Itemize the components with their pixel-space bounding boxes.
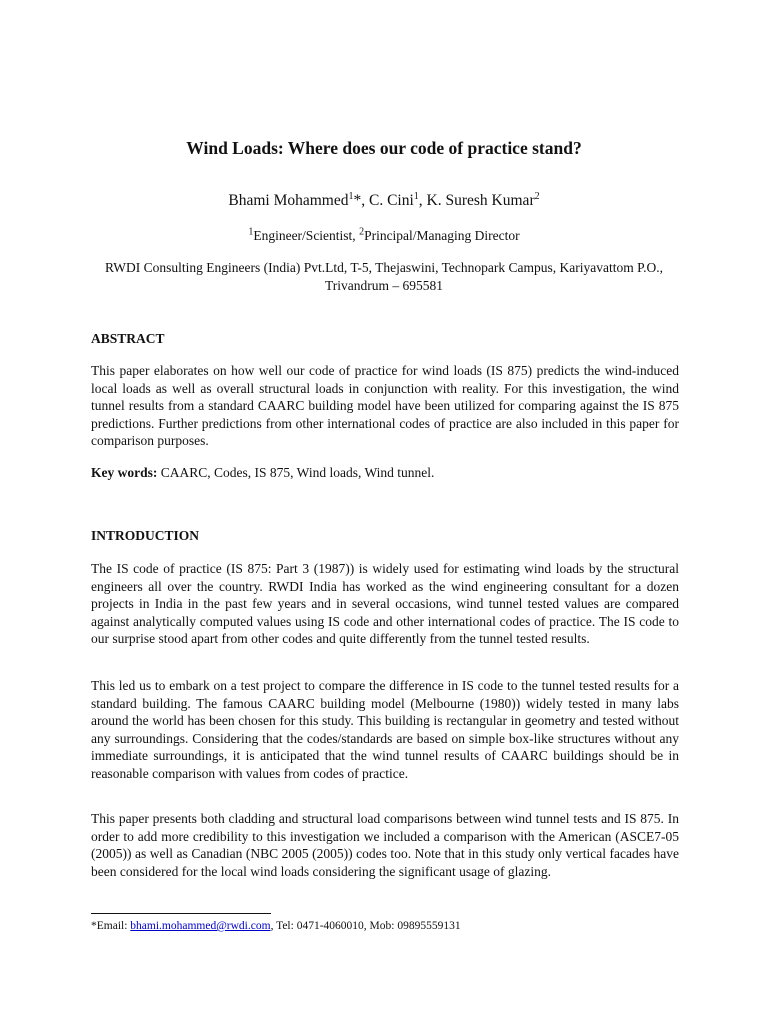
abstract-text: This paper elaborates on how well our code of practice for wind loads (IS 875) predicts the wind-induced local loads as well as overall structural loads in conjunction with reality. For this investigation, the wind tunnel results from a standard CAARC building model have been utilized for comparing against the IS 875 predictions. Further predictions from other international codes of practice are also included in this paper for comparison purposes. <box>91 363 679 449</box>
author-name: K. Suresh Kumar <box>426 192 535 209</box>
introduction-paragraph: The IS code of practice (IS 875: Part 3 (1987)) is widely used for estimating wind loads by the structural engineers all over the country. RWDI India has worked as the wind engineering consultant for a dozen projects in India in the past few years and in several occasions, wind tunnel tested values are compared against analytically computed values using IS code and other international codes of practice. The IS code to our surprise stood apart from other codes and quite differently from the tunnel tested results. <box>91 561 679 647</box>
affiliation-role: Engineer/Scientist, <box>253 228 360 243</box>
corresponding-author-mark: *, <box>353 192 369 209</box>
paper-title: Wind Loads: Where does our code of practice stand? <box>186 138 582 158</box>
affiliation-mark: 1 <box>248 226 254 238</box>
affiliation-role: Principal/Managing Director <box>364 228 520 243</box>
address-line: Trivandrum – 695581 <box>324 277 443 293</box>
affiliation-line <box>0 228 768 244</box>
author-line <box>0 192 768 210</box>
footnote-divider <box>91 913 271 914</box>
author-affiliation-mark: 1 <box>348 190 354 202</box>
institution-address <box>70 259 698 294</box>
keywords-line <box>91 464 679 482</box>
author-separator: , <box>418 192 427 209</box>
keywords-label: Key words: <box>91 465 158 480</box>
footnote-contact: , Tel: 0471-4060010, Mob: 09895559131 <box>270 920 461 932</box>
introduction-heading: INTRODUCTION <box>91 528 200 543</box>
abstract-heading: ABSTRACT <box>91 331 165 346</box>
affiliation-mark: 2 <box>359 226 365 238</box>
footnote-prefix: *Email: <box>91 920 131 932</box>
author-affiliation-mark: 1 <box>413 190 419 202</box>
author-name: Bhami Mohammed <box>228 192 349 209</box>
email-link[interactable]: bhami.mohammed@rwdi.com <box>130 920 271 932</box>
address-line: RWDI Consulting Engineers (India) Pvt.Ltd, T-5, Thejaswini, Technopark Campus, Kariyavattom P.O., <box>105 260 663 275</box>
introduction-paragraph: This led us to embark on a test project to compare the difference in IS code to the tunnel tested results for a standard building. The famous CAARC building model (Melbourne (1980)) widely tested in many labs around the world has been chosen for this study. This building is rectangular in geometry and tested without any surroundings. Considering that the codes/standards are based on simple box-like structures without any immediate surroundings, it is anticipated that the wind tunnel results of CAARC buildings should be in reasonable comparison with values from codes of practice. <box>91 678 679 781</box>
author-affiliation-mark: 2 <box>534 190 540 202</box>
footnote <box>91 920 461 932</box>
introduction-paragraph: This paper presents both cladding and structural load comparisons between wind tunnel tests and IS 875. In order to add more credibility to this investigation we included a comparison with the American (ASCE7-05 (2005)) as well as Canadian (NBC 2005 (2005)) codes too. Note that in this study only vertical facades have been considered for the local wind loads considering the significant usage of glazing. <box>91 811 679 879</box>
keywords-list: CAARC, Codes, IS 875, Wind loads, Wind tunnel. <box>157 465 435 480</box>
author-name: C. Cini <box>369 192 414 209</box>
